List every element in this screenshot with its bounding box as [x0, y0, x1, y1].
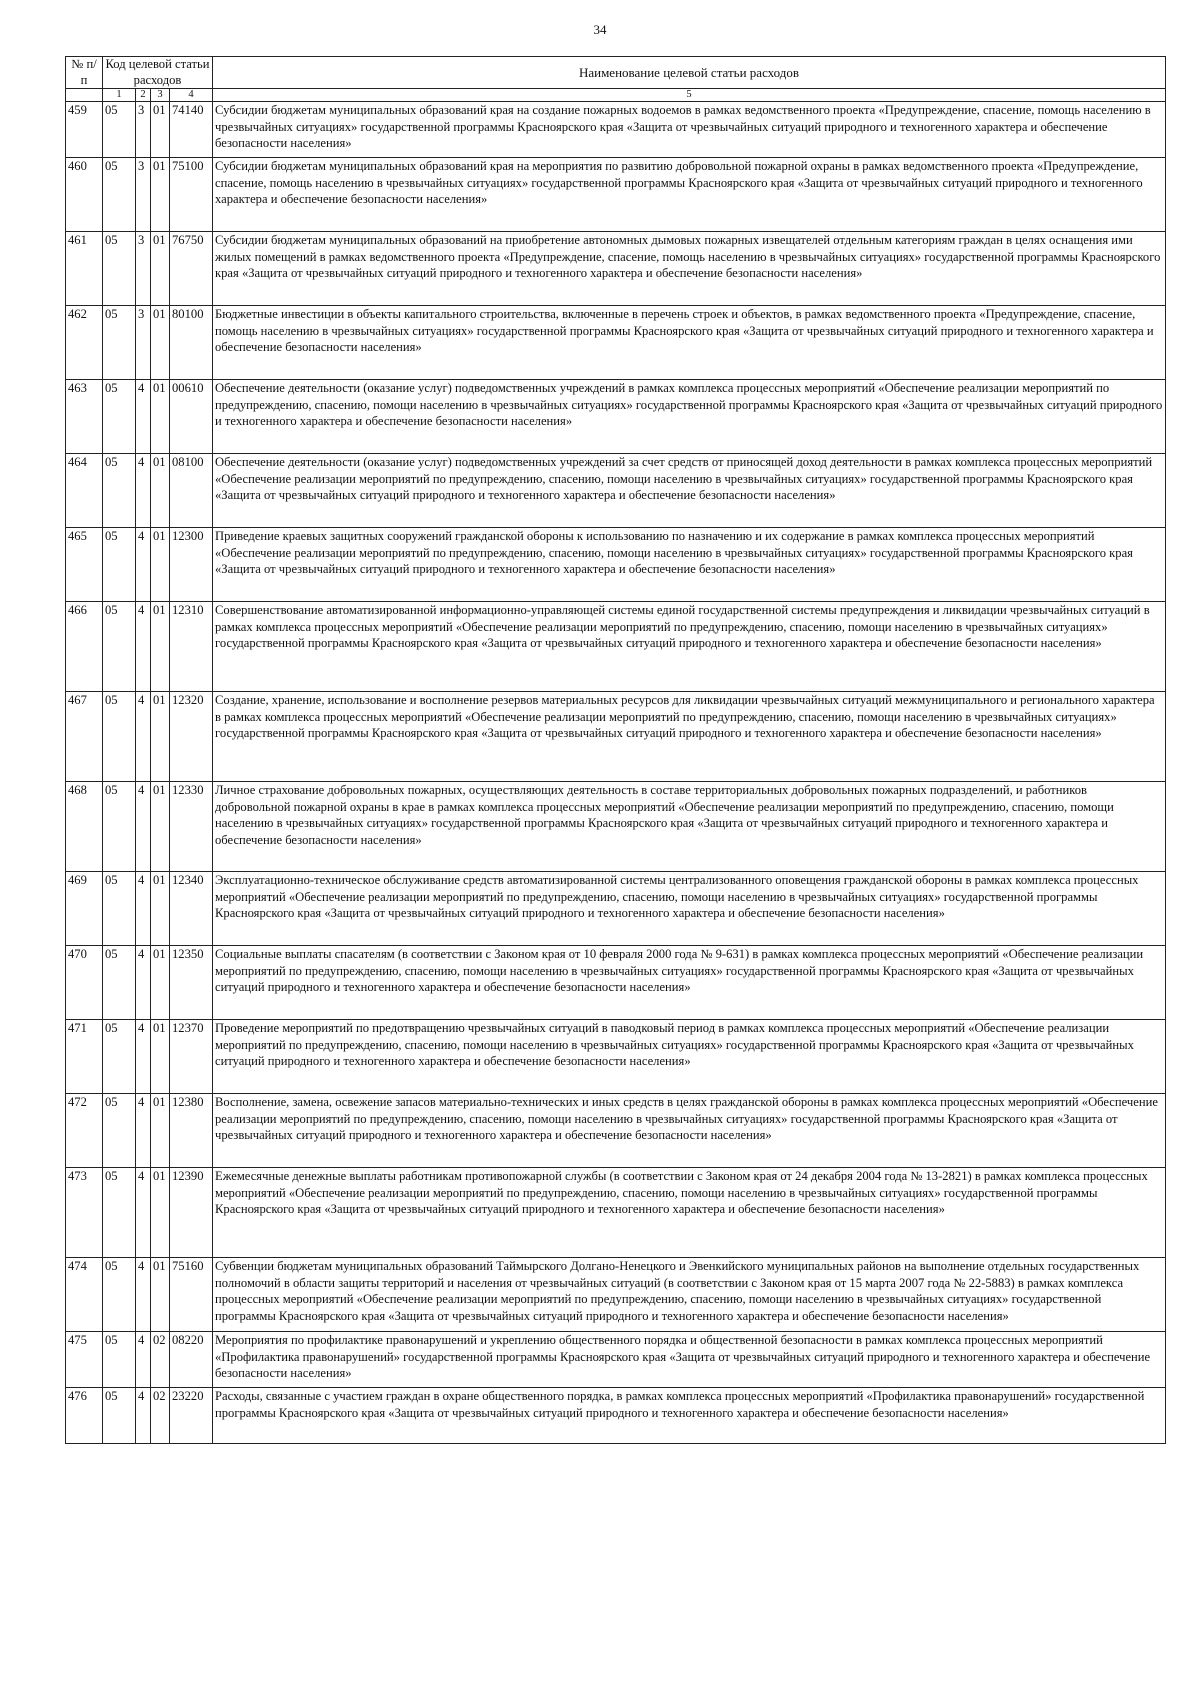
table-row: [66, 454, 1166, 528]
row-number: 465: [66, 528, 103, 602]
code-part-1: 05: [103, 1332, 136, 1388]
code-part-4: 12340: [170, 872, 213, 946]
table-row: [66, 380, 1166, 454]
code-part-3: 01: [151, 380, 170, 454]
table-row: [66, 1020, 1166, 1094]
code-part-2: 4: [136, 602, 151, 692]
table-row: [66, 602, 1166, 692]
code-part-3: 01: [151, 1020, 170, 1094]
code-part-3: 02: [151, 1388, 170, 1444]
code-part-3: 01: [151, 158, 170, 232]
row-description: Субсидии бюджетам муниципальных образований края на создание пожарных водоемов в рамках ведомственного проекта «Предупреждение, спасение, помощь населению в чрезвычайных ситуациях» государственной программы Красноярского края «Защита от чрезвычайных ситуаций природного и техногенного характера и обеспечение безопасности населения»: [213, 102, 1166, 158]
code-part-2: 4: [136, 692, 151, 782]
code-part-1: 05: [103, 692, 136, 782]
table-row: [66, 1168, 1166, 1258]
code-part-3: 01: [151, 306, 170, 380]
header-num: № п/п: [66, 57, 103, 89]
table-row: [66, 946, 1166, 1020]
code-part-4: 08100: [170, 454, 213, 528]
code-part-2: 3: [136, 158, 151, 232]
table-row: [66, 1258, 1166, 1332]
code-part-4: 80100: [170, 306, 213, 380]
code-part-4: 12350: [170, 946, 213, 1020]
table-row: [66, 158, 1166, 232]
table-row: [66, 1388, 1166, 1444]
row-description: Субсидии бюджетам муниципальных образований края на мероприятия по развитию добровольной пожарной охраны в рамках ведомственного проекта «Предупреждение, спасение, помощь населению в чрезвычайных ситуациях» государственной программы Красноярского края «Защита от чрезвычайных ситуаций природного и техногенного характера и обеспечение безопасности населения»: [213, 158, 1166, 232]
row-description: Проведение мероприятий по предотвращению чрезвычайных ситуаций в паводковый период в рамках комплекса процессных мероприятий «Обеспечение реализации мероприятий по предупреждению, спасению, помощи населению в чрезвычайных ситуациях» государственной программы Красноярского края «Защита от чрезвычайных ситуаций природного и техногенного характера и обеспечение безопасности населения»: [213, 1020, 1166, 1094]
code-part-3: 01: [151, 232, 170, 306]
row-number: 467: [66, 692, 103, 782]
code-part-1: 05: [103, 872, 136, 946]
code-part-3: 01: [151, 946, 170, 1020]
row-number: 470: [66, 946, 103, 1020]
row-description: Обеспечение деятельности (оказание услуг) подведомственных учреждений в рамках комплекса процессных мероприятий «Обеспечение реализации мероприятий по предупреждению, спасению, помощи населению в чрезвычайных ситуациях» государственной программы Красноярского края «Защита от чрезвычайных ситуаций природного и техногенного характера и обеспечение безопасности населения»: [213, 380, 1166, 454]
code-part-1: 05: [103, 454, 136, 528]
code-part-2: 4: [136, 1388, 151, 1444]
code-part-2: 3: [136, 102, 151, 158]
row-description: Личное страхование добровольных пожарных, осуществляющих деятельность в составе территориальных добровольных пожарных подразделений, и работников добровольной пожарной охраны в крае в рамках комплекса процессных мероприятий «Обеспечение реализации мероприятий по предупреждению, спасению, помощи населению в чрезвычайных ситуациях» государственной программы Красноярского края «Защита от чрезвычайных ситуаций природного и техногенного характера и обеспечение безопасности населения»: [213, 782, 1166, 872]
code-part-2: 4: [136, 1094, 151, 1168]
code-part-1: 05: [103, 602, 136, 692]
table-row: [66, 528, 1166, 602]
row-number: 473: [66, 1168, 103, 1258]
table-row: [66, 232, 1166, 306]
code-part-2: 4: [136, 946, 151, 1020]
header-code: Код целевой статьи расходов: [103, 57, 213, 89]
code-part-1: 05: [103, 380, 136, 454]
row-number: 476: [66, 1388, 103, 1444]
row-description: Бюджетные инвестиции в объекты капитального строительства, включенные в перечень строек и объектов, в рамках ведомственного проекта «Предупреждение, спасение, помощь населению в чрезвычайных ситуациях» государственной программы Красноярского края «Защита от чрезвычайных ситуаций природного и техногенного характера и обеспечение безопасности населения»: [213, 306, 1166, 380]
table-row: [66, 102, 1166, 158]
code-part-3: 01: [151, 528, 170, 602]
code-part-1: 05: [103, 102, 136, 158]
table-row: [66, 1332, 1166, 1388]
code-part-1: 05: [103, 528, 136, 602]
code-part-3: 01: [151, 872, 170, 946]
code-part-4: 12380: [170, 1094, 213, 1168]
header-row: [66, 57, 1166, 89]
row-description: Обеспечение деятельности (оказание услуг) подведомственных учреждений за счет средств от приносящей доход деятельности в рамках комплекса процессных мероприятий «Обеспечение реализации мероприятий по предупреждению, спасению, помощи населению в чрезвычайных ситуациях» государственной программы Красноярского края «Защита от чрезвычайных ситуаций природного и техногенного характера и обеспечение безопасности населения»: [213, 454, 1166, 528]
row-description: Совершенствование автоматизированной информационно-управляющей системы единой государственной системы предупреждения и ликвидации чрезвычайных ситуаций в рамках комплекса процессных мероприятий «Обеспечение реализации мероприятий по предупреждению, спасению, помощи населению в чрезвычайных ситуациях» государственной программы Красноярского края «Защита от чрезвычайных ситуаций природного и техногенного характера и обеспечение безопасности населения»: [213, 602, 1166, 692]
row-number: 462: [66, 306, 103, 380]
table-row: [66, 1094, 1166, 1168]
row-description: Расходы, связанные с участием граждан в охране общественного порядка, в рамках комплекса процессных мероприятий «Профилактика правонарушений» государственной программы Красноярского края «Защита от чрезвычайных ситуаций природного и техногенного характера и обеспечение безопасности населения»: [213, 1388, 1166, 1444]
code-part-4: 00610: [170, 380, 213, 454]
code-part-1: 05: [103, 782, 136, 872]
code-part-1: 05: [103, 1020, 136, 1094]
row-number: 475: [66, 1332, 103, 1388]
code-part-3: 01: [151, 602, 170, 692]
code-part-2: 4: [136, 872, 151, 946]
code-part-4: 12300: [170, 528, 213, 602]
code-part-3: 02: [151, 1332, 170, 1388]
code-part-4: 12330: [170, 782, 213, 872]
row-number: 468: [66, 782, 103, 872]
code-part-1: 05: [103, 158, 136, 232]
code-part-2: 4: [136, 782, 151, 872]
code-part-3: 01: [151, 102, 170, 158]
column-number: 1: [103, 89, 136, 102]
row-description: Эксплуатационно-техническое обслуживание средств автоматизированной системы централизованного оповещения гражданской обороны в рамках комплекса процессных мероприятий «Обеспечение реализации мероприятий по предупреждению, спасению, помощи населению в чрезвычайных ситуациях» государственной программы Красноярского края «Защита от чрезвычайных ситуаций природного и техногенного характера и обеспечение безопасности населения»: [213, 872, 1166, 946]
code-part-3: 01: [151, 1168, 170, 1258]
code-part-2: 4: [136, 1258, 151, 1332]
code-part-2: 4: [136, 1332, 151, 1388]
column-number: 5: [213, 89, 1166, 102]
code-part-2: 4: [136, 1020, 151, 1094]
code-part-3: 01: [151, 1258, 170, 1332]
row-number: 472: [66, 1094, 103, 1168]
row-number: 460: [66, 158, 103, 232]
row-number: 474: [66, 1258, 103, 1332]
row-description: Мероприятия по профилактике правонарушений и укреплению общественного порядка и общественной безопасности в рамках комплекса процессных мероприятий «Профилактика правонарушений» государственной программы Красноярского края «Защита от чрезвычайных ситуаций природного и техногенного характера и обеспечение безопасности населения»: [213, 1332, 1166, 1388]
code-part-1: 05: [103, 1168, 136, 1258]
code-part-3: 01: [151, 782, 170, 872]
row-description: Приведение краевых защитных сооружений гражданской обороны к использованию по назначению и их содержание в рамках комплекса процессных мероприятий «Обеспечение реализации мероприятий по предупреждению, спасению, помощи населению в чрезвычайных ситуациях» государственной программы Красноярского края «Защита от чрезвычайных ситуаций природного и техногенного характера и обеспечение безопасности населения»: [213, 528, 1166, 602]
table-row: [66, 872, 1166, 946]
code-part-3: 01: [151, 692, 170, 782]
table-row: [66, 782, 1166, 872]
row-description: Восполнение, замена, освежение запасов материально-технических и иных средств в целях гражданской обороны в рамках комплекса процессных мероприятий «Обеспечение реализации мероприятий по предупреждению, спасению, помощи населению в чрезвычайных ситуациях» государственной программы Красноярского края «Защита от чрезвычайных ситуаций природного и техногенного характера и обеспечение безопасности населения»: [213, 1094, 1166, 1168]
code-part-2: 4: [136, 380, 151, 454]
code-part-3: 01: [151, 454, 170, 528]
column-number: 3: [151, 89, 170, 102]
row-description: Социальные выплаты спасателям (в соответствии с Законом края от 10 февраля 2000 года № 9-631) в рамках комплекса процессных мероприятий «Обеспечение реализации мероприятий по предупреждению, спасению, помощи населению в чрезвычайных ситуациях» государственной программы Красноярского края «Защита от чрезвычайных ситуаций природного и техногенного характера и обеспечение безопасности населения»: [213, 946, 1166, 1020]
code-part-4: 12370: [170, 1020, 213, 1094]
code-part-1: 05: [103, 1258, 136, 1332]
budget-table: [65, 56, 1166, 1444]
table-row: [66, 692, 1166, 782]
code-part-2: 3: [136, 306, 151, 380]
code-part-2: 4: [136, 528, 151, 602]
code-part-4: 74140: [170, 102, 213, 158]
column-number-row: [66, 89, 1166, 102]
row-number: 471: [66, 1020, 103, 1094]
row-number: 469: [66, 872, 103, 946]
code-part-1: 05: [103, 232, 136, 306]
code-part-3: 01: [151, 1094, 170, 1168]
row-number: 466: [66, 602, 103, 692]
code-part-4: 76750: [170, 232, 213, 306]
code-part-4: 12310: [170, 602, 213, 692]
page-number: 34: [593, 22, 607, 37]
code-part-1: 05: [103, 1388, 136, 1444]
code-part-4: 08220: [170, 1332, 213, 1388]
code-part-4: 12390: [170, 1168, 213, 1258]
row-description: Создание, хранение, использование и восполнение резервов материальных ресурсов для ликвидации чрезвычайных ситуаций межмуниципального и регионального характера в рамках комплекса процессных мероприятий «Обеспечение реализации мероприятий по предупреждению, спасению, помощи населению в чрезвычайных ситуациях» государственной программы Красноярского края «Защита от чрезвычайных ситуаций природного и техногенного характера и обеспечение безопасности населения»: [213, 692, 1166, 782]
code-part-4: 23220: [170, 1388, 213, 1444]
code-part-1: 05: [103, 1094, 136, 1168]
row-description: Субвенции бюджетам муниципальных образований Таймырского Долгано-Ненецкого и Эвенкийского муниципальных районов на выполнение отдельных государственных полномочий в области защиты территорий и населения от чрезвычайных ситуаций (в соответствии с Законом края от 15 марта 2007 года № 22-5883) в рамках комплекса процессных мероприятий «Обеспечение реализации мероприятий по предупреждению, спасению, помощи населению в чрезвычайных ситуациях» государственной программы Красноярского края «Защита от чрезвычайных ситуаций природного и техногенного характера и обеспечение безопасности населения»: [213, 1258, 1166, 1332]
row-number: 464: [66, 454, 103, 528]
row-description: Ежемесячные денежные выплаты работникам противопожарной службы (в соответствии с Законом края от 24 декабря 2004 года № 13-2821) в рамках комплекса процессных мероприятий «Обеспечение реализации мероприятий по предупреждению, спасению, помощи населению в чрезвычайных ситуациях» государственной программы Красноярского края «Защита от чрезвычайных ситуаций природного и техногенного характера и обеспечение безопасности населения»: [213, 1168, 1166, 1258]
code-part-2: 4: [136, 1168, 151, 1258]
table-body: [66, 102, 1166, 1444]
code-part-2: 3: [136, 232, 151, 306]
code-part-2: 4: [136, 454, 151, 528]
header-name: Наименование целевой статьи расходов: [213, 57, 1166, 89]
column-number: 2: [136, 89, 151, 102]
table-row: [66, 306, 1166, 380]
row-number: 463: [66, 380, 103, 454]
code-part-4: 75160: [170, 1258, 213, 1332]
row-description: Субсидии бюджетам муниципальных образований на приобретение автономных дымовых пожарных извещателей отдельным категориям граждан в целях оснащения ими жилых помещений в рамках ведомственного проекта «Предупреждение, спасение, помощь населению в чрезвычайных ситуациях» государственной программы Красноярского края «Защита от чрезвычайных ситуаций природного и техногенного характера и обеспечение безопасности населения»: [213, 232, 1166, 306]
code-part-1: 05: [103, 946, 136, 1020]
code-part-4: 75100: [170, 158, 213, 232]
row-number: 459: [66, 102, 103, 158]
row-number: 461: [66, 232, 103, 306]
column-number: 4: [170, 89, 213, 102]
code-part-1: 05: [103, 306, 136, 380]
code-part-4: 12320: [170, 692, 213, 782]
column-number-blank: [66, 89, 103, 102]
